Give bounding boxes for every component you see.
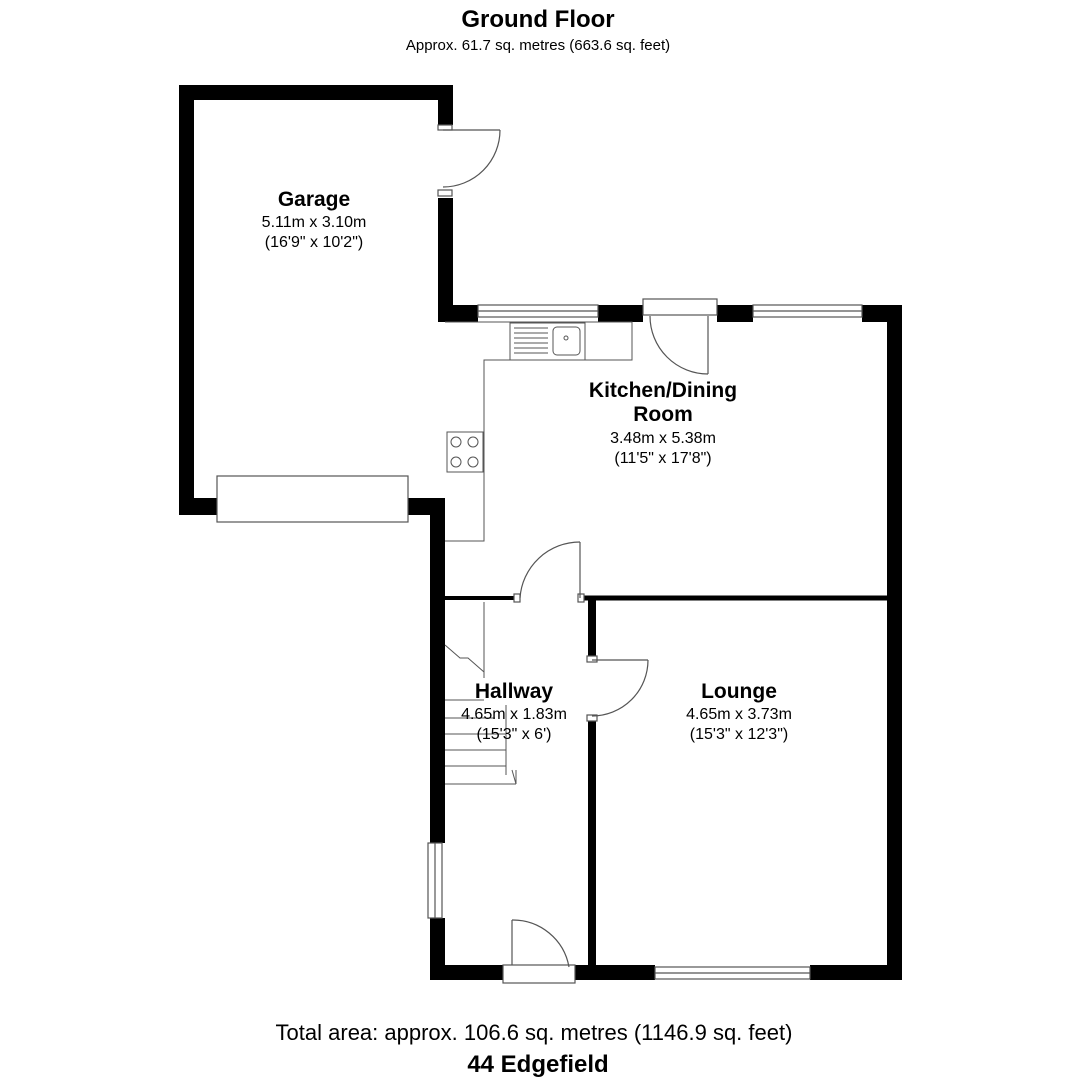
room-name-kitchen-line1: Kitchen/Dining [588,379,738,402]
kitchen-fixtures [445,322,632,541]
floor-title: Ground Floor [461,6,615,33]
kitchen-wall-top-1 [438,305,478,322]
garage-wall-left [179,85,194,515]
exterior-wall-bottom-3 [810,965,902,980]
exterior-wall-bottom-1 [430,965,503,980]
sink-icon [510,323,585,360]
room-metric-hallway: 4.65m x 1.83m [461,706,567,723]
window-lounge [655,967,810,979]
room-label-kitchen [589,379,737,467]
door-garage-side [438,125,500,196]
room-name-lounge: Lounge [701,680,777,703]
room-metric-lounge: 4.65m x 3.73m [686,706,792,723]
exterior-wall-right [887,305,902,980]
room-imperial-kitchen: (11'5" x 17'8") [614,450,712,467]
property-address: 44 Edgefield [467,1051,609,1078]
window-kitchen-1 [478,305,598,317]
window-kitchen-2 [753,305,862,317]
garage-wall-bottom-left [179,498,217,515]
room-label-garage [262,188,367,251]
total-area: Total area: approx. 106.6 sq. metres (1146.9 sq. feet) [275,1020,793,1045]
room-imperial-hallway: (15'3" x 6') [476,726,552,743]
garage-wall-top [179,85,453,100]
kitchen-wall-top-3 [717,305,753,322]
room-metric-garage: 5.11m x 3.10m [261,214,367,231]
room-metric-kitchen: 3.48m x 5.38m [610,430,716,447]
garage-wall-right-top [438,85,453,125]
doors [438,125,717,983]
garage-door [217,476,408,522]
door-front [503,920,575,983]
room-label-hallway [461,680,567,743]
hob-icon [447,432,483,472]
room-label-lounge [686,680,792,743]
room-name-kitchen-line2: Room [633,403,693,426]
room-name-hallway: Hallway [474,680,554,703]
room-imperial-lounge: (15'3" x 12'3") [689,726,789,743]
garage-wall-right-lower [438,198,453,318]
door-hall-kitchen [514,542,584,602]
window-hallway [428,843,442,918]
exterior-wall-left-upper [430,498,445,843]
door-hall-lounge [587,656,648,721]
windows [217,305,862,979]
floor-area-subtitle: Approx. 61.7 sq. metres (663.6 sq. feet) [405,37,671,54]
room-imperial-garage: (16'9" x 10'2") [264,234,364,251]
exterior-wall-bottom-2 [575,965,655,980]
door-kitchen-back [643,299,717,374]
room-name-garage: Garage [277,188,351,211]
kitchen-wall-top-2 [598,305,643,322]
